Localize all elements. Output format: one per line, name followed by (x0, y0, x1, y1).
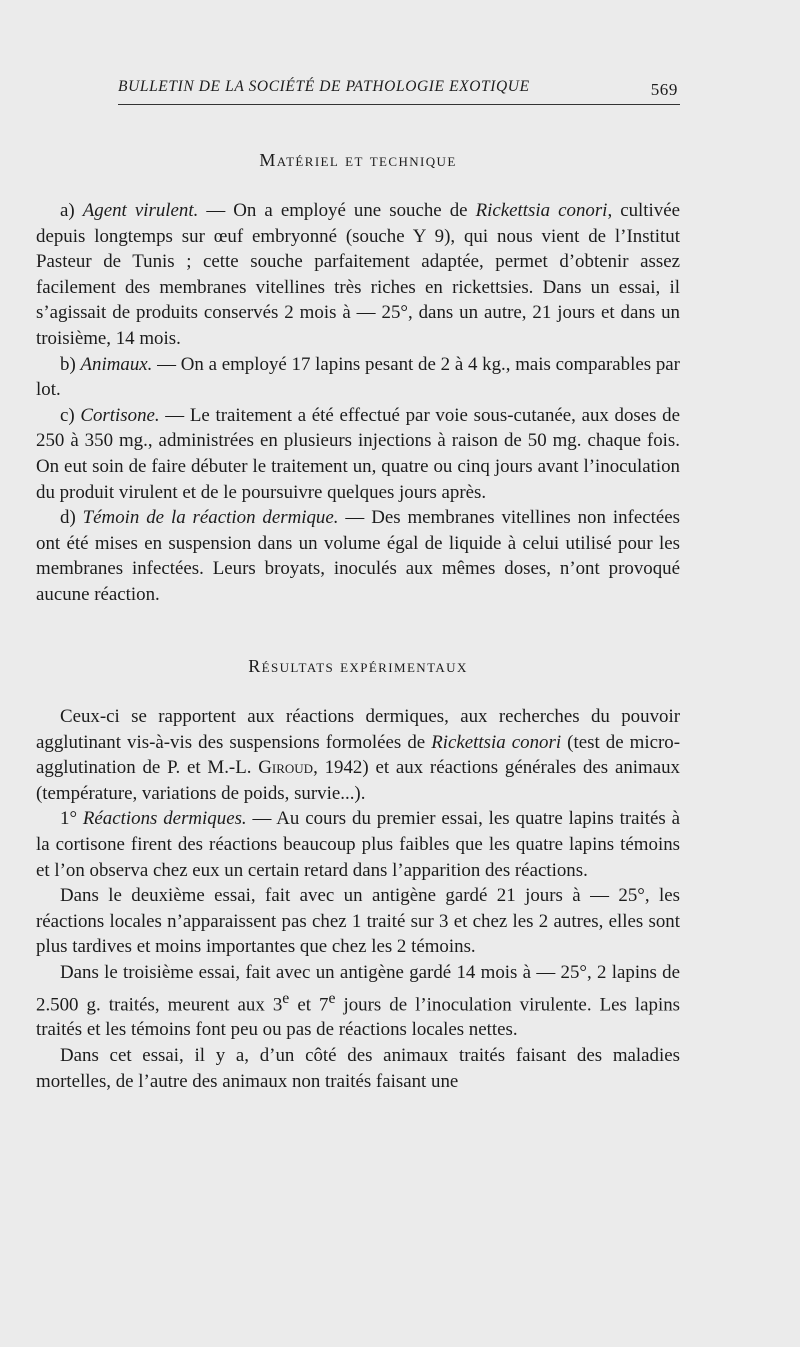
section-heading-materiel: Matériel et technique (259, 150, 457, 170)
item-label: b) (60, 353, 76, 375)
item-term: Agent virulent. (82, 200, 199, 221)
paragraph-reactions-dermiques (36, 806, 680, 883)
item-term: Cortisone. (80, 404, 160, 426)
paragraph-cet-essai: Dans cet essai, il y a, d’un côté des animaux traités faisant des maladies mortelles, de l’autre des animaux non traités faisant une (36, 1045, 680, 1092)
paragraph-animaux (36, 352, 680, 403)
section-resultats-body (36, 704, 680, 1094)
paragraph-text: Ceux-ci se rapportent aux réactions dermiques, aux recherches du pouvoir agglutinant vis-à-vis des suspensions formolées de (36, 706, 680, 753)
paragraph-text: (test de micro-agglutination de P. et M.-L. (36, 731, 681, 779)
item-label: a) (60, 200, 75, 221)
paragraph-text: Dans le troisième essai, fait avec un antigène gardé 14 mois à — 25°, 2 lapins de 2.500 g. traités, meurent aux 3 (36, 961, 680, 1015)
paragraph-text: — On a employé 17 lapins pesant de 2 à 4 kg., mais comparables par lot. (36, 353, 680, 401)
paragraph-troisieme-essai (36, 960, 680, 1043)
item-term: Témoin de la réaction dermique. (82, 507, 339, 529)
superscript: e (328, 989, 336, 1007)
paragraph-text: — Des membranes vitellines non infectées ont été mises en suspension dans un volume égal de liquide à celui utilisé pour les membranes infectées. Leurs broyats, inoculés aux mêmes doses, n’ont provoqué aucune réaction. (36, 507, 680, 605)
section-materiel-body (36, 198, 680, 608)
item-label: c) (60, 404, 75, 426)
paragraph-agent-virulent (36, 198, 680, 352)
paragraph-text: — On a employé une souche de (198, 200, 476, 221)
header-rule (118, 104, 680, 105)
paragraph-text: — Le traitement a été effectué par voie sous-cutanée, aux doses de 250 à 350 mg., administrées en plusieurs injections à raison de 50 mg. chaque fois. On eut soin de faire débuter le traitement un, quatre ou cinq jours avant l’inoculation du produit virulent et de le poursuivre quelques jours après. (36, 404, 680, 503)
paragraph-temoin (36, 505, 680, 607)
paragraph-text: jours de l’inoculation virulente. Les lapins traités et les témoins font peu ou pas de réactions locales nettes. (36, 993, 680, 1041)
superscript: e (282, 989, 290, 1007)
item-number: 1° (60, 808, 77, 830)
author-name: Giroud (258, 757, 314, 779)
paragraph-text: , cultivée depuis longtemps sur œuf embryonné (souche Y 9), qui nous vient de l’Institut Pasteur de Tunis ; cette souche parfaitement adaptée, permet d’obtenir assez facilement des membranes vitellines très riches en rickettsies. Dans un essai, il s’agissait de produits conservés 2 mois à — 25°, dans un autre, 21 jours et dans un troisième, 14 mois. (36, 200, 680, 349)
paragraph-text: , 1942) et aux réactions générales des animaux (température, variations de poids, survie...). (36, 757, 680, 804)
section-heading-resultats: Résultats expérimentaux (248, 656, 468, 676)
running-header (118, 76, 680, 100)
page-number: 569 (650, 80, 678, 99)
paragraph-text: et 7 (289, 993, 329, 1015)
item-label: d) (60, 507, 76, 529)
species-name: Rickettsia conori (431, 731, 562, 753)
paragraph-cortisone (36, 403, 680, 505)
item-term: Animaux. (80, 353, 153, 375)
paragraph-deuxieme-essai: Dans le deuxième essai, fait avec un antigène gardé 21 jours à — 25°, les réactions locales n’apparaissent pas chez 1 traité sur 3 et chez les 2 autres, elles sont plus tardives et moins importantes que chez les 2 témoins. (36, 885, 680, 958)
item-term: Réactions dermiques. (82, 808, 247, 830)
species-name: Rickettsia conori (475, 200, 608, 221)
running-title: BULLETIN DE LA SOCIÉTÉ DE PATHOLOGIE EXOTIQUE (118, 78, 530, 95)
paragraph-intro (36, 704, 680, 806)
paragraph-text: — Au cours du premier essai, les quatre lapins traités à la cortisone firent des réactions beaucoup plus faibles que les quatre lapins témoins et l’on observa chez eux un certain retard dans l’apparition des réactions. (36, 808, 680, 881)
